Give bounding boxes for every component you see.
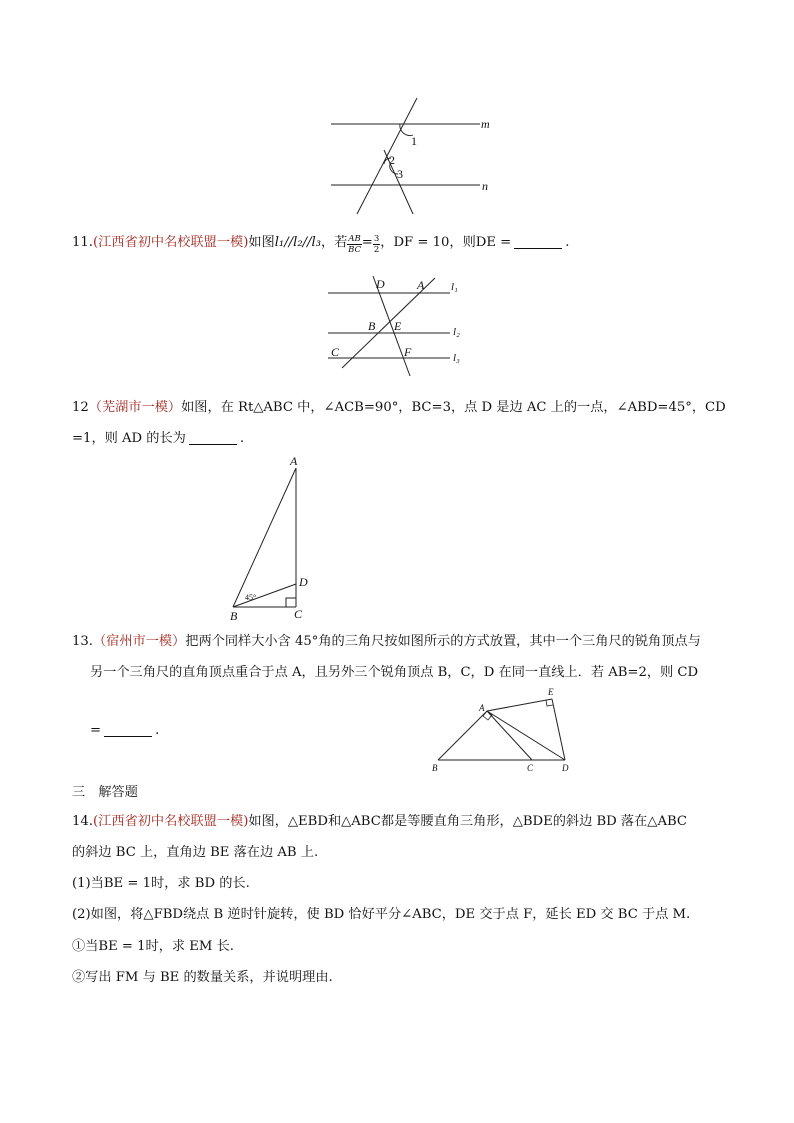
- q11-relation: l₁//l₂//l₃: [274, 235, 322, 250]
- segment-bd: [233, 584, 296, 607]
- question-13-line-2: [90, 663, 698, 683]
- q13-line1: 把两个同样大小含 45°角的三角尺按如图所示的方式放置，其中一个三角尺的锐角顶点与: [185, 634, 701, 649]
- q11-stem-a: 如图: [248, 235, 275, 250]
- q11-frac2-den: 2: [373, 245, 380, 255]
- label-D: D: [376, 277, 385, 291]
- q11-eq: =: [361, 235, 373, 250]
- label-F: F: [404, 345, 412, 359]
- q11-frac-num: AB: [348, 234, 361, 244]
- q13-end: .: [155, 723, 160, 738]
- label-angle-3: 3: [397, 167, 403, 181]
- q14-sub1: ①当BE = 1时，求 EM 长.: [72, 939, 234, 954]
- segment-ae: [487, 699, 552, 711]
- question-13-line-1: [72, 632, 701, 652]
- q14-sub2: ②写出 FM 与 BE 的数量关系，并说明理由.: [72, 970, 333, 985]
- question-11: [72, 233, 569, 255]
- label-l1: l₁: [451, 281, 458, 293]
- q12-number: 12: [72, 400, 89, 415]
- label-l2: l₂: [453, 326, 460, 338]
- q11-stem-b: ，若: [321, 235, 348, 250]
- figure-q12-right-triangle: [220, 450, 330, 630]
- segment-ab: [438, 711, 487, 760]
- label-D: D: [299, 575, 308, 589]
- q13-number: 13.: [72, 634, 93, 649]
- q12-answer-blank[interactable]: [189, 430, 237, 445]
- q13-source: （宿州市一模）: [92, 634, 186, 649]
- question-14-sub-1: [72, 937, 234, 957]
- label-C: C: [294, 607, 303, 621]
- segment-ad: [487, 711, 565, 760]
- q13-line2: 另一个三角尺的直角顶点重合于点 A，且另外三个锐角顶点 B，C，D 在同一直线上．若 AB=2，则 CD: [90, 665, 699, 680]
- question-12-line-1: [72, 398, 726, 418]
- q12-line2: =1，则 AD 的长为: [72, 431, 186, 446]
- label-C: C: [527, 763, 534, 773]
- q11-frac2-num: 3: [373, 234, 380, 244]
- label-A: A: [479, 703, 485, 713]
- question-14-part-2: [72, 905, 690, 925]
- label-A: A: [417, 278, 425, 292]
- transversal-df: [373, 276, 410, 376]
- q13-line3: =: [90, 723, 102, 738]
- q12-source: （芜湖市一模）: [88, 400, 182, 415]
- label-E: E: [394, 319, 402, 333]
- q11-stem-c: ，DF = 10，则DE =: [380, 235, 512, 250]
- question-12-line-2: [72, 429, 244, 449]
- label-E: E: [548, 687, 554, 697]
- question-13-line-3: [90, 721, 159, 741]
- label-B: B: [230, 609, 238, 623]
- question-14-line-1: [72, 812, 687, 832]
- label-B: B: [368, 319, 376, 333]
- q11-end: .: [565, 235, 570, 250]
- label-D: D: [562, 763, 569, 773]
- q14-line1: 如图，△EBD和△ABC都是等腰直角三角形，△BDE的斜边 BD 落在△ABC: [248, 814, 688, 829]
- label-angle-2: 2: [389, 153, 395, 167]
- label-m: m: [481, 117, 490, 131]
- question-14-sub-2: [72, 968, 333, 988]
- q14-line2: 的斜边 BC 上，直角边 BE 落在边 AB 上.: [72, 845, 319, 860]
- section-3-title: 三 解答题: [72, 785, 138, 800]
- q12-end: .: [239, 431, 245, 446]
- right-angle-mark: [286, 598, 296, 607]
- q11-answer-blank[interactable]: [514, 234, 562, 249]
- q11-frac-den: BC: [348, 245, 362, 255]
- figure-parallel-lines-mn: [320, 92, 500, 222]
- question-14-part-1: [72, 874, 250, 894]
- label-angle-1: 1: [411, 134, 417, 148]
- q14-part2: (2)如图，将△FBD绕点 B 逆时针旋转，使 BD 恰好平分∠ABC，DE 交于点 F，延长 ED 交 BC 于点 M.: [72, 907, 691, 922]
- q13-answer-blank[interactable]: [104, 722, 152, 737]
- question-14-line-2: [72, 843, 318, 863]
- q11-source: (江西省初中名校联盟一模): [92, 235, 249, 250]
- label-45: 45°: [245, 593, 257, 602]
- segment-ed: [552, 699, 565, 760]
- q14-source: (江西省初中名校联盟一模): [92, 814, 249, 829]
- side-ab: [233, 468, 296, 607]
- figure-q11-parallel-lines: [320, 270, 480, 380]
- label-A: A: [290, 454, 298, 468]
- q14-number: 14.: [72, 814, 93, 829]
- label-n: n: [482, 179, 488, 193]
- q11-fraction-ab-bc: [347, 234, 361, 255]
- label-l3: l₃: [453, 352, 460, 364]
- figure-q13-set-squares: [428, 684, 578, 776]
- label-B: B: [432, 763, 438, 773]
- q12-line1: 如图，在 Rt△ABC 中，∠ACB=90°，BC=3，点 D 是边 AC 上的一点，∠ABD=45°，CD: [181, 400, 726, 415]
- q14-part1: (1)当BE = 1时，求 BD 的长.: [72, 876, 250, 891]
- label-C: C: [331, 345, 340, 359]
- q11-number: 11.: [72, 235, 93, 250]
